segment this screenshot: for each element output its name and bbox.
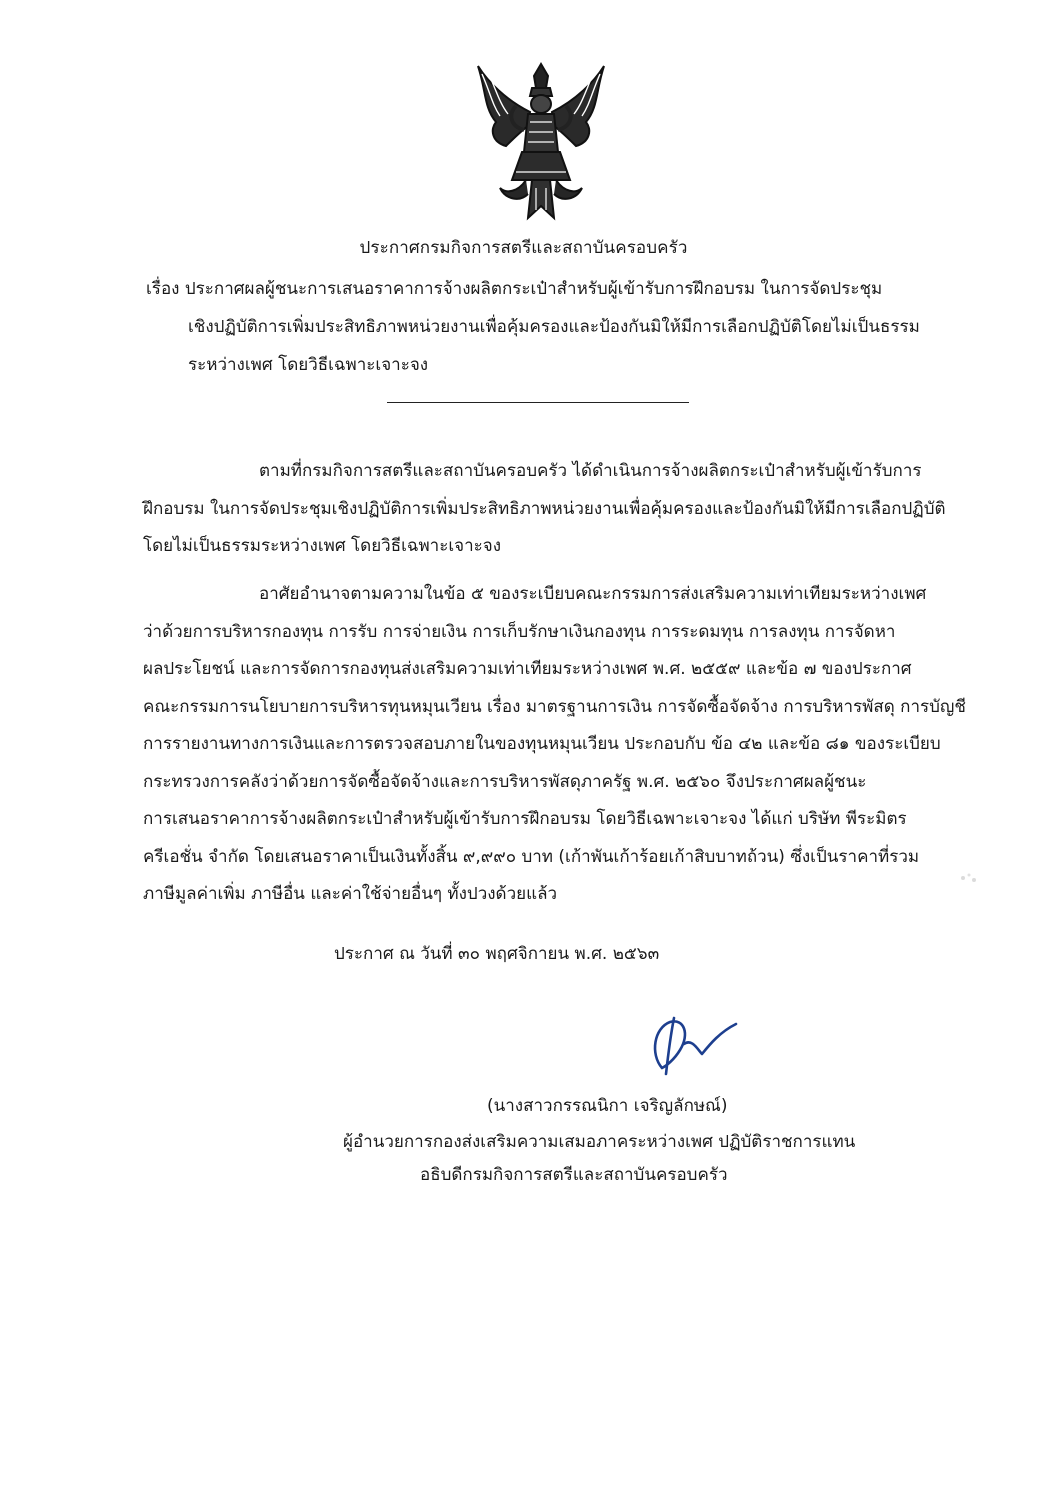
announcement-subject [146, 270, 961, 384]
signatory-name: (นางสาวกรรณนิกา เจริญลักษณ์) [487, 1096, 728, 1116]
announcement-title: ประกาศกรมกิจการสตรีและสถาบันครอบครัว [359, 238, 688, 258]
subject-line-2: เชิงปฏิบัติการเพิ่มประสิทธิภาพหน่วยงานเพื่อคุ้มครองและป้องกันมิให้มีการเลือกปฏิบัติโดยไม่เป็นธรรม [188, 317, 920, 337]
body-paragraph-2 [143, 576, 966, 914]
paragraph-1-line-2: ฝึกอบรม ในการจัดประชุมเชิงปฏิบัติการเพิ่มประสิทธิภาพหน่วยงานเพื่อคุ้มครองและป้องกันมิให้มีการเลือกปฏิบัติ [143, 498, 946, 519]
handwritten-signature [640, 1010, 750, 1080]
title-divider [387, 402, 689, 403]
announcement-dateline: ประกาศ ณ วันที่ ๓๐ พฤศจิกายน พ.ศ. ๒๕๖๓ [334, 944, 660, 964]
scan-speck [958, 870, 980, 886]
paragraph-1-line-1: ตามที่กรมกิจการสตรีและสถาบันครอบครัว ได้ดำเนินการจ้างผลิตกระเป๋าสำหรับผู้เข้ารับการ [259, 461, 922, 481]
paragraph-2-line-3: ผลประโยชน์ และการจัดการกองทุนส่งเสริมความเท่าเทียมระหว่างเพศ พ.ศ. ๒๕๕๙ และข้อ ๗ ของประกาศ [143, 659, 912, 679]
garuda-emblem-icon [466, 60, 616, 222]
paragraph-2-line-6: กระทรวงการคลังว่าด้วยการจัดซื้อจัดจ้างและการบริหารพัสดุภาครัฐ พ.ศ. ๒๕๖๐ จึงประกาศผลผู้ชนะ [143, 771, 867, 792]
signatory-position-line-1: ผู้อำนวยการกองส่งเสริมความเสมอภาคระหว่างเพศ ปฏิบัติราชการแทน [343, 1132, 856, 1152]
paragraph-2-line-7: การเสนอราคาการจ้างผลิตกระเป๋าสำหรับผู้เข้ารับการฝึกอบรม โดยวิธีเฉพาะเจาะจง ได้แก่ บริษัท พีระมิตร [143, 809, 907, 829]
paragraph-2-line-9: ภาษีมูลค่าเพิ่ม ภาษีอื่น และค่าใช้จ่ายอื่นๆ ทั้งปวงด้วยแล้ว [143, 884, 558, 904]
subject-line-3: ระหว่างเพศ โดยวิธีเฉพาะเจาะจง [188, 355, 429, 375]
paragraph-1-line-3: โดยไม่เป็นธรรมระหว่างเพศ โดยวิธีเฉพาะเจาะจง [143, 536, 502, 556]
body-paragraph-1 [143, 453, 958, 566]
paragraph-2-line-1: อาศัยอำนาจตามความในข้อ ๕ ของระเบียบคณะกรรมการส่งเสริมความเท่าเทียมระหว่างเพศ [259, 584, 927, 604]
paragraph-2-line-8: ครีเอชั่น จำกัด โดยเสนอราคาเป็นเงินทั้งสิ้น ๙,๙๙๐ บาท (เก้าพันเก้าร้อยเก้าสิบบาทถ้วน) ซึ่งเป็นราคาที่รวม [143, 846, 920, 867]
signatory-position-line-2: อธิบดีกรมกิจการสตรีและสถาบันครอบครัว [420, 1165, 728, 1185]
paragraph-2-line-5: การรายงานทางการเงินและการตรวจสอบภายในของทุนหมุนเวียน ประกอบกับ ข้อ ๔๒ และข้อ ๘๑ ของระเบียบ [143, 734, 941, 754]
subject-line-1: เรื่อง ประกาศผลผู้ชนะการเสนอราคาการจ้างผลิตกระเป๋าสำหรับผู้เข้ารับการฝึกอบรม ในการจัดประชุม [146, 279, 883, 299]
paragraph-2-line-4: คณะกรรมการนโยบายการบริหารทุนหมุนเวียน เรื่อง มาตรฐานการเงิน การจัดซื้อจัดจ้าง การบริหารพัสดุ การบัญชี [143, 696, 966, 717]
paragraph-2-line-2: ว่าด้วยการบริหารกองทุน การรับ การจ่ายเงิน การเก็บรักษาเงินกองทุน การระดมทุน การลงทุน การจัดหา [143, 621, 896, 642]
